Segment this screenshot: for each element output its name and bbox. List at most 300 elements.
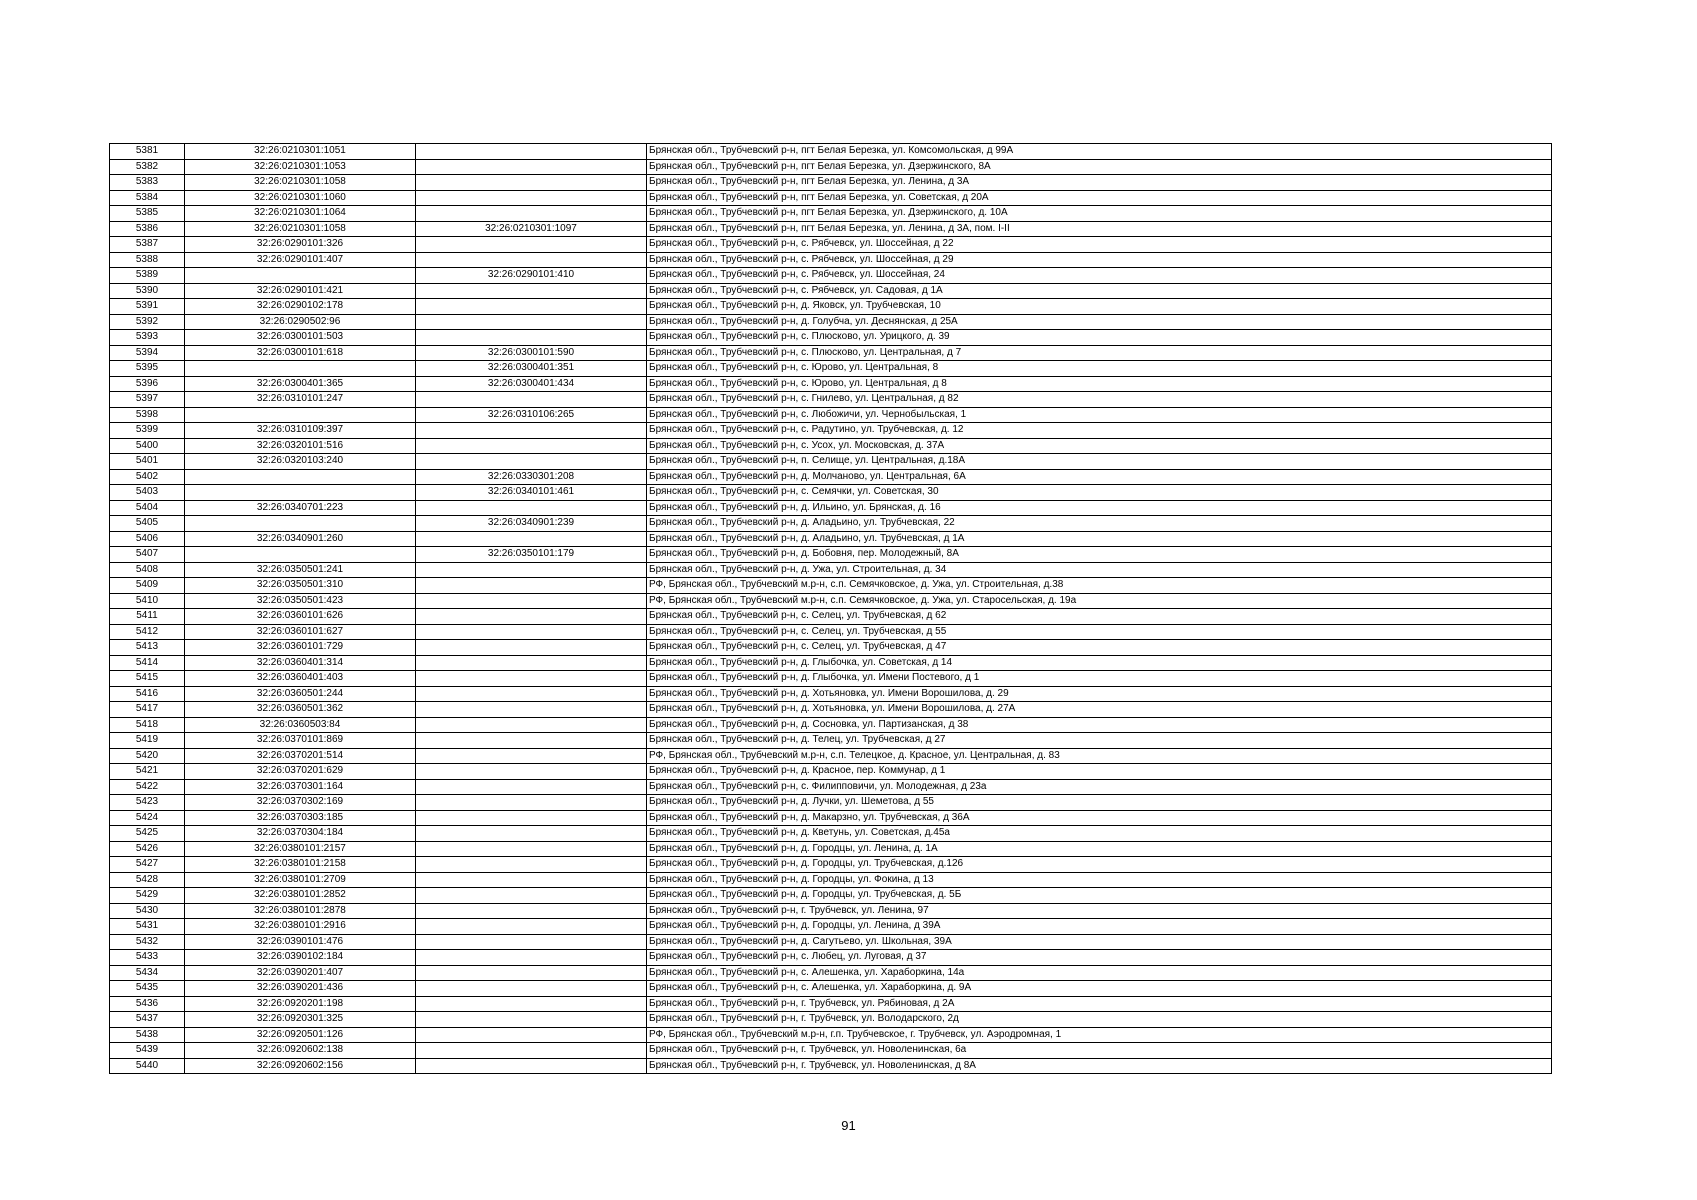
cadastral-number-cell: 32:26:0290101:421 [185,283,416,299]
address-cell: Брянская обл., Трубчевский р-н, пгт Белая Березка, ул. Ленина, д 3А, пом. I-II [647,221,1552,237]
row-number-cell: 5393 [110,330,185,346]
cadastral-number-cell: 32:26:0380101:2157 [185,841,416,857]
table-row [110,361,1552,377]
cadastral-number-cell: 32:26:0380101:2852 [185,888,416,904]
cadastral-number-cell: 32:26:0210301:1051 [185,144,416,160]
related-cadastral-number-cell [416,392,647,408]
row-number-cell: 5405 [110,516,185,532]
address-cell: Брянская обл., Трубчевский р-н, г. Трубчевск, ул. Ленина, 97 [647,903,1552,919]
cadastral-number-cell [185,268,416,284]
related-cadastral-number-cell [416,686,647,702]
cadastral-number-cell: 32:26:0300101:618 [185,345,416,361]
table-row [110,206,1552,222]
row-number-cell: 5435 [110,981,185,997]
address-cell: Брянская обл., Трубчевский р-н, г. Трубчевск, ул. Рябиновая, д 2А [647,996,1552,1012]
cadastral-number-cell: 32:26:0360101:627 [185,624,416,640]
related-cadastral-number-cell: 32:26:0350101:179 [416,547,647,563]
related-cadastral-number-cell [416,1012,647,1028]
cadastral-number-cell: 32:26:0340901:260 [185,531,416,547]
cadastral-number-cell: 32:26:0920301:325 [185,1012,416,1028]
related-cadastral-number-cell [416,810,647,826]
related-cadastral-number-cell: 32:26:0210301:1097 [416,221,647,237]
table-row [110,903,1552,919]
related-cadastral-number-cell [416,500,647,516]
row-number-cell: 5417 [110,702,185,718]
address-cell: Брянская обл., Трубчевский р-н, д. Хотьяновка, ул. Имени Ворошилова, д. 27А [647,702,1552,718]
cadastral-number-cell: 32:26:0380101:2878 [185,903,416,919]
cadastral-number-cell [185,469,416,485]
address-cell: Брянская обл., Трубчевский р-н, д. Кветунь, ул. Советская, д.45а [647,826,1552,842]
address-cell: Брянская обл., Трубчевский р-н, д. Ужа, ул. Строительная, д. 34 [647,562,1552,578]
related-cadastral-number-cell [416,438,647,454]
cadastral-number-cell: 32:26:0370303:185 [185,810,416,826]
address-cell: Брянская обл., Трубчевский р-н, д. Ильино, ул. Брянская, д. 16 [647,500,1552,516]
table-row [110,593,1552,609]
related-cadastral-number-cell [416,795,647,811]
table-row [110,609,1552,625]
row-number-cell: 5418 [110,717,185,733]
cadastral-number-cell [185,485,416,501]
table-row [110,950,1552,966]
address-cell: Брянская обл., Трубчевский р-н, д. Сагутьево, ул. Школьная, 39А [647,934,1552,950]
related-cadastral-number-cell [416,593,647,609]
related-cadastral-number-cell [416,903,647,919]
address-cell: РФ, Брянская обл., Трубчевский м.р-н, с.п. Семячковское, д. Ужа, ул. Строительная, д.38 [647,578,1552,594]
table-row [110,965,1552,981]
address-cell: Брянская обл., Трубчевский р-н, г. Трубчевск, ул. Новоленинская, 6а [647,1043,1552,1059]
address-cell: Брянская обл., Трубчевский р-н, с. Плюсково, ул. Центральная, д 7 [647,345,1552,361]
table-row [110,624,1552,640]
table-row [110,795,1552,811]
row-number-cell: 5381 [110,144,185,160]
address-cell: Брянская обл., Трубчевский р-н, с. Рябчевск, ул. Шоссейная, д 22 [647,237,1552,253]
row-number-cell: 5426 [110,841,185,857]
related-cadastral-number-cell [416,190,647,206]
cadastral-number-cell [185,516,416,532]
address-cell: Брянская обл., Трубчевский р-н, д. Хотьяновка, ул. Имени Ворошилова, д. 29 [647,686,1552,702]
cadastral-number-cell: 32:26:0390102:184 [185,950,416,966]
table-row [110,454,1552,470]
address-cell: Брянская обл., Трубчевский р-н, пгт Белая Березка, ул. Советская, д 20А [647,190,1552,206]
table-row [110,702,1552,718]
row-number-cell: 5397 [110,392,185,408]
related-cadastral-number-cell [416,1058,647,1074]
row-number-cell: 5404 [110,500,185,516]
related-cadastral-number-cell [416,764,647,780]
table-row [110,996,1552,1012]
address-cell: Брянская обл., Трубчевский р-н, д. Городцы, ул. Трубчевская, д. 5Б [647,888,1552,904]
row-number-cell: 5429 [110,888,185,904]
address-cell: Брянская обл., Трубчевский р-н, с. Усох, ул. Московская, д. 37А [647,438,1552,454]
row-number-cell: 5413 [110,640,185,656]
row-number-cell: 5407 [110,547,185,563]
related-cadastral-number-cell: 32:26:0340101:461 [416,485,647,501]
table-row [110,345,1552,361]
table-row [110,423,1552,439]
address-cell: Брянская обл., Трубчевский р-н, д. Сосновка, ул. Партизанская, д 38 [647,717,1552,733]
address-cell: Брянская обл., Трубчевский р-н, д. Городцы, ул. Ленина, д 39А [647,919,1552,935]
row-number-cell: 5439 [110,1043,185,1059]
cadastral-number-cell: 32:26:0210301:1053 [185,159,416,175]
cadastral-number-cell: 32:26:0340701:223 [185,500,416,516]
row-number-cell: 5401 [110,454,185,470]
cadastral-number-cell: 32:26:0360101:729 [185,640,416,656]
address-cell: Брянская обл., Трубчевский р-н, д. Лучки, ул. Шеметова, д 55 [647,795,1552,811]
related-cadastral-number-cell [416,252,647,268]
table-row [110,826,1552,842]
table-row [110,438,1552,454]
related-cadastral-number-cell: 32:26:0300101:590 [416,345,647,361]
table-row [110,159,1552,175]
table-row [110,190,1552,206]
cadastral-number-cell: 32:26:0370302:169 [185,795,416,811]
table-row [110,888,1552,904]
table-row [110,330,1552,346]
row-number-cell: 5411 [110,609,185,625]
table-row [110,531,1552,547]
table-row [110,779,1552,795]
related-cadastral-number-cell [416,144,647,160]
row-number-cell: 5386 [110,221,185,237]
related-cadastral-number-cell [416,578,647,594]
cadastral-number-cell: 32:26:0920602:156 [185,1058,416,1074]
table-row [110,841,1552,857]
table-row [110,469,1552,485]
table-row [110,934,1552,950]
table-row [110,175,1552,191]
cadastral-number-cell: 32:26:0920501:126 [185,1027,416,1043]
related-cadastral-number-cell [416,748,647,764]
row-number-cell: 5396 [110,376,185,392]
related-cadastral-number-cell [416,655,647,671]
cadastral-number-cell: 32:26:0370101:869 [185,733,416,749]
related-cadastral-number-cell: 32:26:0290101:410 [416,268,647,284]
address-cell: Брянская обл., Трубчевский р-н, д. Красное, пер. Коммунар, д 1 [647,764,1552,780]
table-body [110,144,1552,1074]
table-row [110,764,1552,780]
table-row [110,1012,1552,1028]
address-cell: Брянская обл., Трубчевский р-н, с. Рябчевск, ул. Шоссейная, 24 [647,268,1552,284]
cadastral-number-cell [185,547,416,563]
address-cell: Брянская обл., Трубчевский р-н, с. Семячки, ул. Советская, 30 [647,485,1552,501]
cadastral-number-cell: 32:26:0300401:365 [185,376,416,392]
cadastral-number-cell: 32:26:0360501:244 [185,686,416,702]
row-number-cell: 5399 [110,423,185,439]
row-number-cell: 5398 [110,407,185,423]
cadastral-number-cell: 32:26:0360401:403 [185,671,416,687]
cadastral-number-cell: 32:26:0320103:240 [185,454,416,470]
address-cell: РФ, Брянская обл., Трубчевский м.р-н, г.п. Трубчевское, г. Трубчевск, ул. Аэродромная, 1 [647,1027,1552,1043]
row-number-cell: 5410 [110,593,185,609]
address-cell: Брянская обл., Трубчевский р-н, с. Филипповичи, ул. Молодежная, д 23а [647,779,1552,795]
related-cadastral-number-cell [416,702,647,718]
row-number-cell: 5437 [110,1012,185,1028]
related-cadastral-number-cell [416,733,647,749]
address-cell: Брянская обл., Трубчевский р-н, с. Рябчевск, ул. Шоссейная, д 29 [647,252,1552,268]
row-number-cell: 5428 [110,872,185,888]
table-row [110,640,1552,656]
address-cell: Брянская обл., Трубчевский р-н, д. Глыбочка, ул. Имени Постевого, д 1 [647,671,1552,687]
table-row [110,1027,1552,1043]
address-cell: Брянская обл., Трубчевский р-н, п. Селище, ул. Центральная, д.18А [647,454,1552,470]
row-number-cell: 5409 [110,578,185,594]
table-row [110,872,1552,888]
address-cell: РФ, Брянская обл., Трубчевский м.р-н, с.п. Телецкое, д. Красное, ул. Центральная, д. 83 [647,748,1552,764]
address-cell: Брянская обл., Трубчевский р-н, с. Селец, ул. Трубчевская, д 55 [647,624,1552,640]
address-cell: Брянская обл., Трубчевский р-н, пгт Белая Березка, ул. Ленина, д 3А [647,175,1552,191]
related-cadastral-number-cell [416,717,647,733]
related-cadastral-number-cell [416,423,647,439]
row-number-cell: 5382 [110,159,185,175]
address-cell: Брянская обл., Трубчевский р-н, с. Селец, ул. Трубчевская, д 62 [647,609,1552,625]
address-cell: Брянская обл., Трубчевский р-н, с. Плюсково, ул. Урицкого, д. 39 [647,330,1552,346]
row-number-cell: 5384 [110,190,185,206]
related-cadastral-number-cell [416,965,647,981]
address-cell: Брянская обл., Трубчевский р-н, д. Городцы, ул. Трубчевская, д.126 [647,857,1552,873]
related-cadastral-number-cell [416,299,647,315]
table-row [110,857,1552,873]
cadastral-number-cell: 32:26:0370304:184 [185,826,416,842]
table-row [110,1043,1552,1059]
cadastral-number-cell: 32:26:0370201:629 [185,764,416,780]
cadastral-number-cell: 32:26:0380101:2709 [185,872,416,888]
related-cadastral-number-cell [416,1043,647,1059]
table-row [110,500,1552,516]
table-row [110,655,1552,671]
address-cell: Брянская обл., Трубчевский р-н, с. Селец, ул. Трубчевская, д 47 [647,640,1552,656]
address-cell: Брянская обл., Трубчевский р-н, с. Радутино, ул. Трубчевская, д. 12 [647,423,1552,439]
cadastral-number-cell: 32:26:0360503:84 [185,717,416,733]
table-row [110,671,1552,687]
related-cadastral-number-cell [416,919,647,935]
address-cell: Брянская обл., Трубчевский р-н, д. Аладьино, ул. Трубчевская, 22 [647,516,1552,532]
table-row [110,376,1552,392]
address-cell: Брянская обл., Трубчевский р-н, д. Аладьино, ул. Трубчевская, д 1А [647,531,1552,547]
address-cell: Брянская обл., Трубчевский р-н, с. Рябчевск, ул. Садовая, д 1А [647,283,1552,299]
address-cell: Брянская обл., Трубчевский р-н, с. Алешенка, ул. Хараборкина, 14а [647,965,1552,981]
row-number-cell: 5422 [110,779,185,795]
address-cell: Брянская обл., Трубчевский р-н, с. Алешенка, ул. Хараборкина, д. 9А [647,981,1552,997]
cadastral-number-cell: 32:26:0210301:1064 [185,206,416,222]
address-cell: Брянская обл., Трубчевский р-н, г. Трубчевск, ул. Володарского, 2д [647,1012,1552,1028]
related-cadastral-number-cell [416,857,647,873]
row-number-cell: 5403 [110,485,185,501]
cadastral-number-cell: 32:26:0310109:397 [185,423,416,439]
row-number-cell: 5416 [110,686,185,702]
cadastral-number-cell: 32:26:0370301:164 [185,779,416,795]
table-row [110,314,1552,330]
cadastral-number-cell: 32:26:0290102:178 [185,299,416,315]
table-row [110,733,1552,749]
cadastral-table [109,143,1552,1074]
row-number-cell: 5385 [110,206,185,222]
address-cell: Брянская обл., Трубчевский р-н, с. Юрово, ул. Центральная, 8 [647,361,1552,377]
row-number-cell: 5394 [110,345,185,361]
table-row [110,392,1552,408]
row-number-cell: 5440 [110,1058,185,1074]
row-number-cell: 5402 [110,469,185,485]
address-cell: Брянская обл., Трубчевский р-н, д. Глыбочка, ул. Советская, д 14 [647,655,1552,671]
table-row [110,221,1552,237]
related-cadastral-number-cell [416,872,647,888]
table-row [110,252,1552,268]
table-row [110,407,1552,423]
row-number-cell: 5430 [110,903,185,919]
row-number-cell: 5433 [110,950,185,966]
table-row [110,919,1552,935]
cadastral-number-cell: 32:26:0390201:407 [185,965,416,981]
table-row [110,748,1552,764]
address-cell: Брянская обл., Трубчевский р-н, д. Городцы, ул. Ленина, д. 1А [647,841,1552,857]
related-cadastral-number-cell [416,624,647,640]
related-cadastral-number-cell [416,996,647,1012]
cadastral-number-cell: 32:26:0920201:198 [185,996,416,1012]
related-cadastral-number-cell [416,609,647,625]
related-cadastral-number-cell [416,888,647,904]
row-number-cell: 5406 [110,531,185,547]
row-number-cell: 5390 [110,283,185,299]
table-row [110,578,1552,594]
related-cadastral-number-cell: 32:26:0300401:434 [416,376,647,392]
address-cell: Брянская обл., Трубчевский р-н, пгт Белая Березка, ул. Дзержинского, д. 10А [647,206,1552,222]
table-row [110,810,1552,826]
related-cadastral-number-cell [416,237,647,253]
related-cadastral-number-cell [416,950,647,966]
address-cell: Брянская обл., Трубчевский р-н, д. Голубча, ул. Деснянская, д 25А [647,314,1552,330]
cadastral-number-cell: 32:26:0290101:407 [185,252,416,268]
address-cell: Брянская обл., Трубчевский р-н, пгт Белая Березка, ул. Дзержинского, 8А [647,159,1552,175]
table-row [110,547,1552,563]
address-cell: Брянская обл., Трубчевский р-н, с. Гнилево, ул. Центральная, д 82 [647,392,1552,408]
cadastral-number-cell: 32:26:0350501:423 [185,593,416,609]
cadastral-number-cell: 32:26:0370201:514 [185,748,416,764]
row-number-cell: 5391 [110,299,185,315]
related-cadastral-number-cell [416,314,647,330]
row-number-cell: 5432 [110,934,185,950]
related-cadastral-number-cell [416,671,647,687]
row-number-cell: 5415 [110,671,185,687]
cadastral-number-cell [185,407,416,423]
row-number-cell: 5383 [110,175,185,191]
related-cadastral-number-cell [416,841,647,857]
address-cell: Брянская обл., Трубчевский р-н, с. Любец, ул. Луговая, д 37 [647,950,1552,966]
related-cadastral-number-cell [416,531,647,547]
address-cell: Брянская обл., Трубчевский р-н, д. Молчаново, ул. Центральная, 6А [647,469,1552,485]
related-cadastral-number-cell [416,159,647,175]
address-cell: Брянская обл., Трубчевский р-н, д. Телец, ул. Трубчевская, д 27 [647,733,1552,749]
row-number-cell: 5423 [110,795,185,811]
table-row [110,268,1552,284]
related-cadastral-number-cell [416,175,647,191]
cadastral-number-cell: 32:26:0320101:516 [185,438,416,454]
row-number-cell: 5389 [110,268,185,284]
cadastral-number-cell: 32:26:0290502:96 [185,314,416,330]
related-cadastral-number-cell: 32:26:0330301:208 [416,469,647,485]
row-number-cell: 5414 [110,655,185,671]
related-cadastral-number-cell [416,779,647,795]
row-number-cell: 5431 [110,919,185,935]
related-cadastral-number-cell [416,640,647,656]
related-cadastral-number-cell [416,1027,647,1043]
table-row [110,686,1552,702]
cadastral-number-cell: 32:26:0360101:626 [185,609,416,625]
cadastral-number-cell: 32:26:0210301:1060 [185,190,416,206]
row-number-cell: 5408 [110,562,185,578]
row-number-cell: 5392 [110,314,185,330]
address-cell: Брянская обл., Трубчевский р-н, д. Бобовня, пер. Молодежный, 8А [647,547,1552,563]
row-number-cell: 5427 [110,857,185,873]
table-row [110,516,1552,532]
related-cadastral-number-cell [416,330,647,346]
cadastral-number-cell: 32:26:0380101:2916 [185,919,416,935]
address-cell: РФ, Брянская обл., Трубчевский м.р-н, с.п. Семячковское, д. Ужа, ул. Старосельская, д. 19а [647,593,1552,609]
cadastral-number-cell: 32:26:0210301:1058 [185,175,416,191]
address-cell: Брянская обл., Трубчевский р-н, г. Трубчевск, ул. Новоленинская, д 8А [647,1058,1552,1074]
address-cell: Брянская обл., Трубчевский р-н, д. Городцы, ул. Фокина, д 13 [647,872,1552,888]
table-row [110,485,1552,501]
cadastral-number-cell: 32:26:0350501:241 [185,562,416,578]
related-cadastral-number-cell [416,283,647,299]
row-number-cell: 5387 [110,237,185,253]
cadastral-number-cell: 32:26:0210301:1058 [185,221,416,237]
row-number-cell: 5438 [110,1027,185,1043]
cadastral-number-cell: 32:26:0380101:2158 [185,857,416,873]
cadastral-number-cell: 32:26:0300101:503 [185,330,416,346]
address-cell: Брянская обл., Трубчевский р-н, д. Яковск, ул. Трубчевская, 10 [647,299,1552,315]
row-number-cell: 5421 [110,764,185,780]
row-number-cell: 5420 [110,748,185,764]
cadastral-number-cell [185,361,416,377]
cadastral-number-cell: 32:26:0360501:362 [185,702,416,718]
table-row [110,717,1552,733]
cadastral-number-cell: 32:26:0390101:476 [185,934,416,950]
related-cadastral-number-cell [416,934,647,950]
cadastral-number-cell: 32:26:0290101:326 [185,237,416,253]
related-cadastral-number-cell [416,981,647,997]
table-row [110,1058,1552,1074]
table-row [110,144,1552,160]
related-cadastral-number-cell [416,826,647,842]
row-number-cell: 5419 [110,733,185,749]
related-cadastral-number-cell: 32:26:0300401:351 [416,361,647,377]
row-number-cell: 5425 [110,826,185,842]
row-number-cell: 5412 [110,624,185,640]
related-cadastral-number-cell [416,562,647,578]
cadastral-number-cell: 32:26:0350501:310 [185,578,416,594]
table-row [110,562,1552,578]
cadastral-number-cell: 32:26:0310101:247 [185,392,416,408]
table-row [110,981,1552,997]
row-number-cell: 5436 [110,996,185,1012]
table-row [110,237,1552,253]
cadastral-number-cell: 32:26:0390201:436 [185,981,416,997]
cadastral-number-cell: 32:26:0360401:314 [185,655,416,671]
related-cadastral-number-cell [416,206,647,222]
page-number: 91 [841,1118,856,1133]
address-cell: Брянская обл., Трубчевский р-н, д. Макарзно, ул. Трубчевская, д 36А [647,810,1552,826]
address-cell: Брянская обл., Трубчевский р-н, с. Юрово, ул. Центральная, д 8 [647,376,1552,392]
table-row [110,283,1552,299]
related-cadastral-number-cell: 32:26:0340901:239 [416,516,647,532]
row-number-cell: 5434 [110,965,185,981]
row-number-cell: 5388 [110,252,185,268]
row-number-cell: 5395 [110,361,185,377]
related-cadastral-number-cell [416,454,647,470]
address-cell: Брянская обл., Трубчевский р-н, пгт Белая Березка, ул. Комсомольская, д 99А [647,144,1552,160]
address-cell: Брянская обл., Трубчевский р-н, с. Любожичи, ул. Чернобыльская, 1 [647,407,1552,423]
row-number-cell: 5424 [110,810,185,826]
related-cadastral-number-cell: 32:26:0310106:265 [416,407,647,423]
